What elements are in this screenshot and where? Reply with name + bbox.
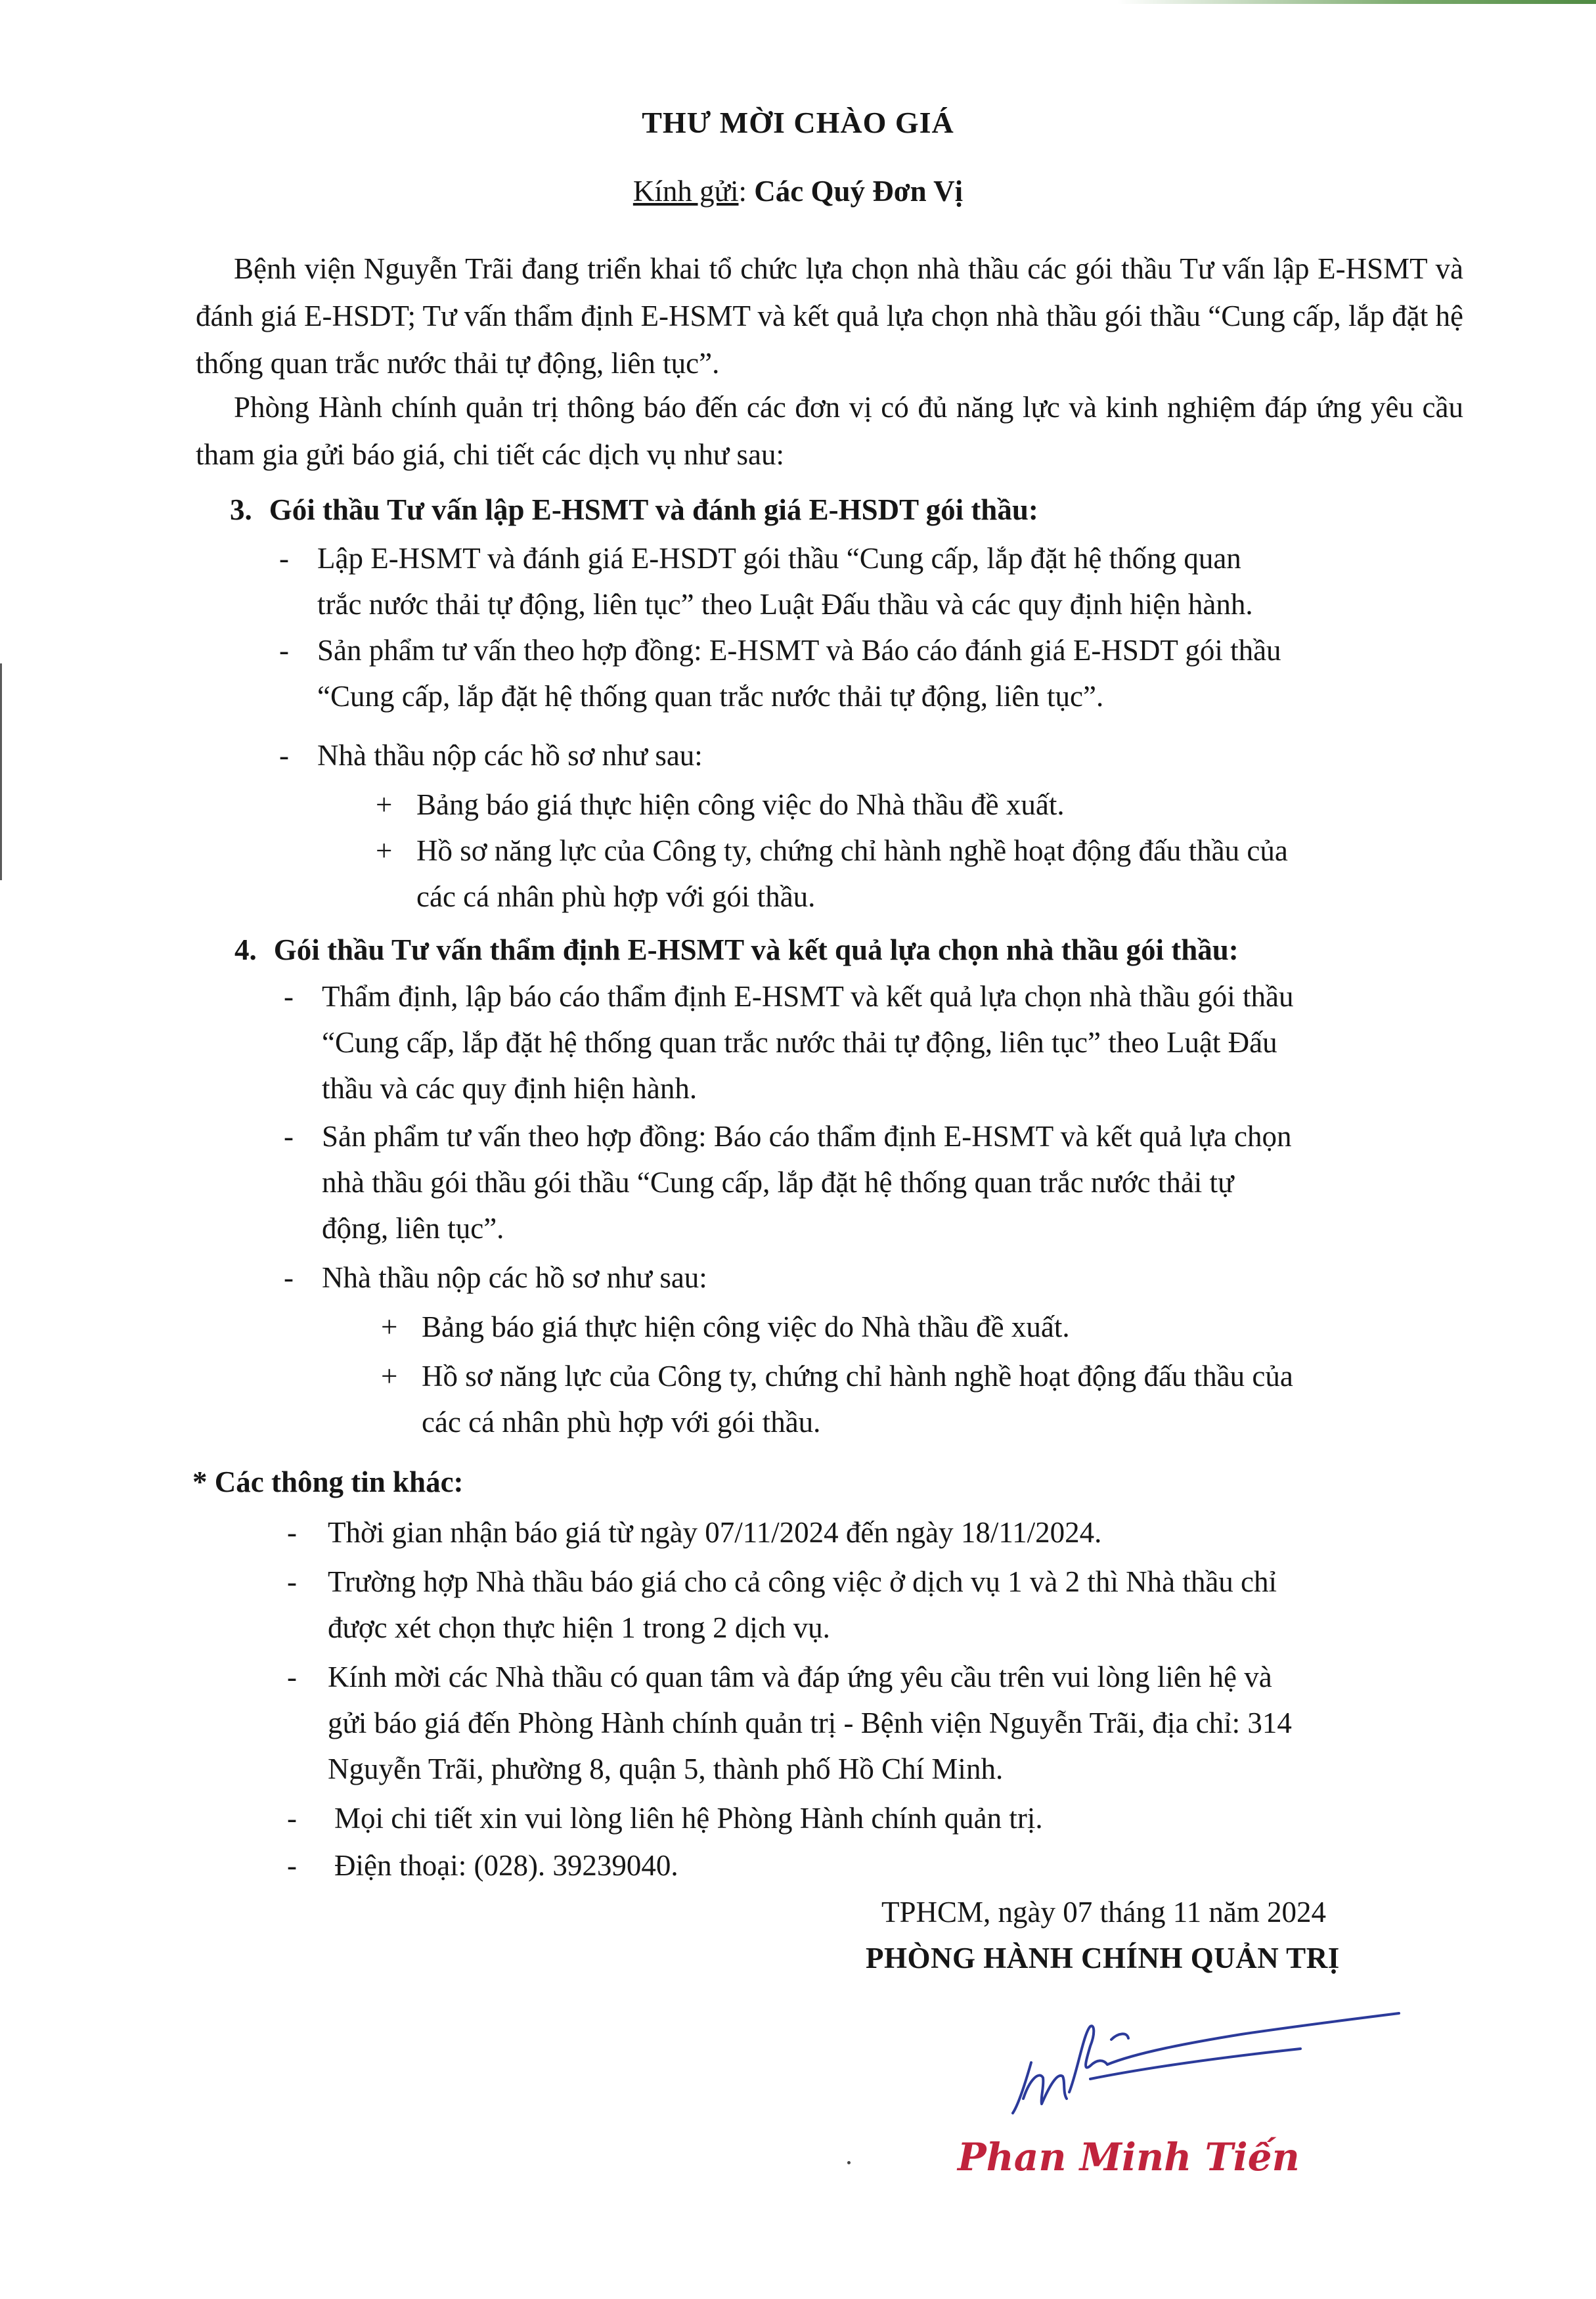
- item-line: động, liên tục”.: [322, 1212, 504, 1245]
- document-title: THƯ MỜI CHÀO GIÁ: [642, 106, 954, 139]
- item-line: các cá nhân phù hợp với gói thầu.: [416, 880, 816, 913]
- item-line: Điện thoại: (028). 39239040.: [334, 1849, 678, 1882]
- item-line: trắc nước thải tự động, liên tục” theo Luật Đấu thầu và các quy định hiện hành.: [317, 588, 1253, 621]
- salutation-recipient: Các Quý Đơn Vị: [754, 175, 964, 208]
- dash-marker: -: [287, 1802, 297, 1835]
- list-item: [287, 1559, 1466, 1651]
- intro-paragraph: Phòng Hành chính quản trị thông báo đến các đơn vị có đủ năng lực và kinh nghiệm đáp ứng yêu cầu tham gia gửi báo giá, chi tiết các dịch vụ như sau:: [196, 391, 1463, 471]
- list-item: [284, 1113, 1466, 1251]
- item-line: Trường hợp Nhà thầu báo giá cho cả công việc ở dịch vụ 1 và 2 thì Nhà thầu chỉ: [328, 1565, 1277, 1598]
- signer-name: Phan Minh Tiến: [958, 2135, 1300, 2179]
- item-line: Nhà thầu nộp các hồ sơ như sau:: [317, 739, 703, 772]
- item-line: được xét chọn thực hiện 1 trong 2 dịch vụ.: [328, 1611, 830, 1644]
- item-line: Thẩm định, lập báo cáo thẩm định E-HSMT và kết quả lựa chọn nhà thầu gói thầu: [322, 980, 1294, 1013]
- list-item: [284, 1255, 1466, 1301]
- item-line: Thời gian nhận báo giá từ ngày 07/11/2024 đến ngày 18/11/2024.: [328, 1516, 1102, 1549]
- dash-marker: -: [284, 1261, 294, 1294]
- scan-dust-dot: [847, 2161, 851, 2164]
- salutation: [0, 174, 1596, 208]
- package-number: 3.: [230, 493, 252, 526]
- list-item: [279, 535, 1465, 627]
- scan-margin-mark: [0, 663, 2, 880]
- item-line: “Cung cấp, lắp đặt hệ thống quan trắc nước thải tự động, liên tục”.: [317, 680, 1104, 713]
- signature-scribble: [992, 1994, 1412, 2125]
- dash-marker: -: [279, 739, 289, 772]
- list-item: [376, 828, 1466, 920]
- dash-marker: -: [287, 1516, 297, 1549]
- list-item: [287, 1795, 1466, 1841]
- item-line: các cá nhân phù hợp với gói thầu.: [422, 1406, 821, 1439]
- package-heading: [234, 926, 1239, 973]
- package-title: Gói thầu Tư vấn thẩm định E-HSMT và kết quả lựa chọn nhà thầu gói thầu:: [273, 933, 1239, 966]
- list-item: [287, 1842, 1466, 1888]
- list-item: [287, 1654, 1466, 1792]
- list-item: [284, 973, 1466, 1111]
- item-line: thầu và các quy định hiện hành.: [322, 1072, 698, 1105]
- list-item: [376, 782, 1466, 828]
- item-line: Kính mời các Nhà thầu có quan tâm và đáp ứng yêu cầu trên vui lòng liên hệ và: [328, 1661, 1272, 1693]
- dash-marker: -: [287, 1661, 297, 1693]
- dash-marker: -: [287, 1849, 297, 1882]
- item-line: Hồ sơ năng lực của Công ty, chứng chỉ hành nghề hoạt động đấu thầu của: [416, 834, 1288, 867]
- scan-edge: [0, 0, 1596, 4]
- dash-marker: -: [284, 980, 294, 1013]
- item-line: Bảng báo giá thực hiện công việc do Nhà thầu đề xuất.: [416, 788, 1065, 821]
- list-item: [381, 1304, 1465, 1350]
- place-date: TPHCM, ngày 07 tháng 11 năm 2024: [881, 1896, 1327, 1929]
- dash-marker: -: [287, 1565, 297, 1598]
- intro-paragraph: Bệnh viện Nguyễn Trãi đang triển khai tổ chức lựa chọn nhà thầu các gói thầu Tư vấn lập E-HSMT và đánh giá E-HSDT; Tư vấn thẩm định E-HSMT và kết quả lựa chọn nhà thầu gói thầu “Cung cấp, lắp đặt hệ thống quan trắc nước thải tự động, liên tục”.: [196, 252, 1463, 380]
- list-item: [279, 627, 1465, 719]
- item-line: nhà thầu gói thầu gói thầu “Cung cấp, lắp đặt hệ thống quan trắc nước thải tự: [322, 1166, 1234, 1199]
- salutation-colon: :: [738, 175, 747, 208]
- plus-marker: +: [381, 1360, 398, 1393]
- item-line: Lập E-HSMT và đánh giá E-HSDT gói thầu “Cung cấp, lắp đặt hệ thống quan: [317, 542, 1241, 575]
- dash-marker: -: [284, 1120, 294, 1153]
- salutation-label: Kính gửi: [632, 175, 739, 208]
- package-title: Gói thầu Tư vấn lập E-HSMT và đánh giá E-HSDT gói thầu:: [269, 493, 1038, 526]
- item-line: Mọi chi tiết xin vui lòng liên hệ Phòng Hành chính quản trị.: [334, 1802, 1043, 1835]
- dash-marker: -: [279, 542, 289, 575]
- item-line: gửi báo giá đến Phòng Hành chính quản trị - Bệnh viện Nguyễn Trãi, địa chỉ: 314: [328, 1707, 1292, 1739]
- item-line: Nhà thầu nộp các hồ sơ như sau:: [322, 1261, 707, 1294]
- item-line: Nguyễn Trãi, phường 8, quận 5, thành phố Hồ Chí Minh.: [328, 1752, 1004, 1785]
- plus-marker: +: [376, 788, 393, 821]
- plus-marker: +: [376, 834, 393, 867]
- package-number: 4.: [234, 933, 257, 966]
- list-item: [381, 1353, 1465, 1445]
- item-line: Hồ sơ năng lực của Công ty, chứng chỉ hành nghề hoạt động đấu thầu của: [422, 1360, 1293, 1393]
- issuing-office: PHÒNG HÀNH CHÍNH QUẢN TRỊ: [866, 1942, 1340, 1975]
- handwritten-signature: [992, 1994, 1412, 2128]
- other-info-heading: * Các thông tin khác:: [192, 1465, 464, 1498]
- item-line: Sản phẩm tư vấn theo hợp đồng: Báo cáo thẩm định E-HSMT và kết quả lựa chọn: [322, 1120, 1292, 1153]
- item-line: Bảng báo giá thực hiện công việc do Nhà thầu đề xuất.: [422, 1310, 1070, 1343]
- package-heading: [230, 486, 1038, 533]
- list-item: [287, 1509, 1466, 1555]
- dash-marker: -: [279, 634, 289, 667]
- item-line: “Cung cấp, lắp đặt hệ thống quan trắc nước thải tự động, liên tục” theo Luật Đấu: [322, 1026, 1277, 1059]
- list-item: [279, 732, 1465, 778]
- plus-marker: +: [381, 1310, 398, 1343]
- item-line: Sản phẩm tư vấn theo hợp đồng: E-HSMT và Báo cáo đánh giá E-HSDT gói thầu: [317, 634, 1281, 667]
